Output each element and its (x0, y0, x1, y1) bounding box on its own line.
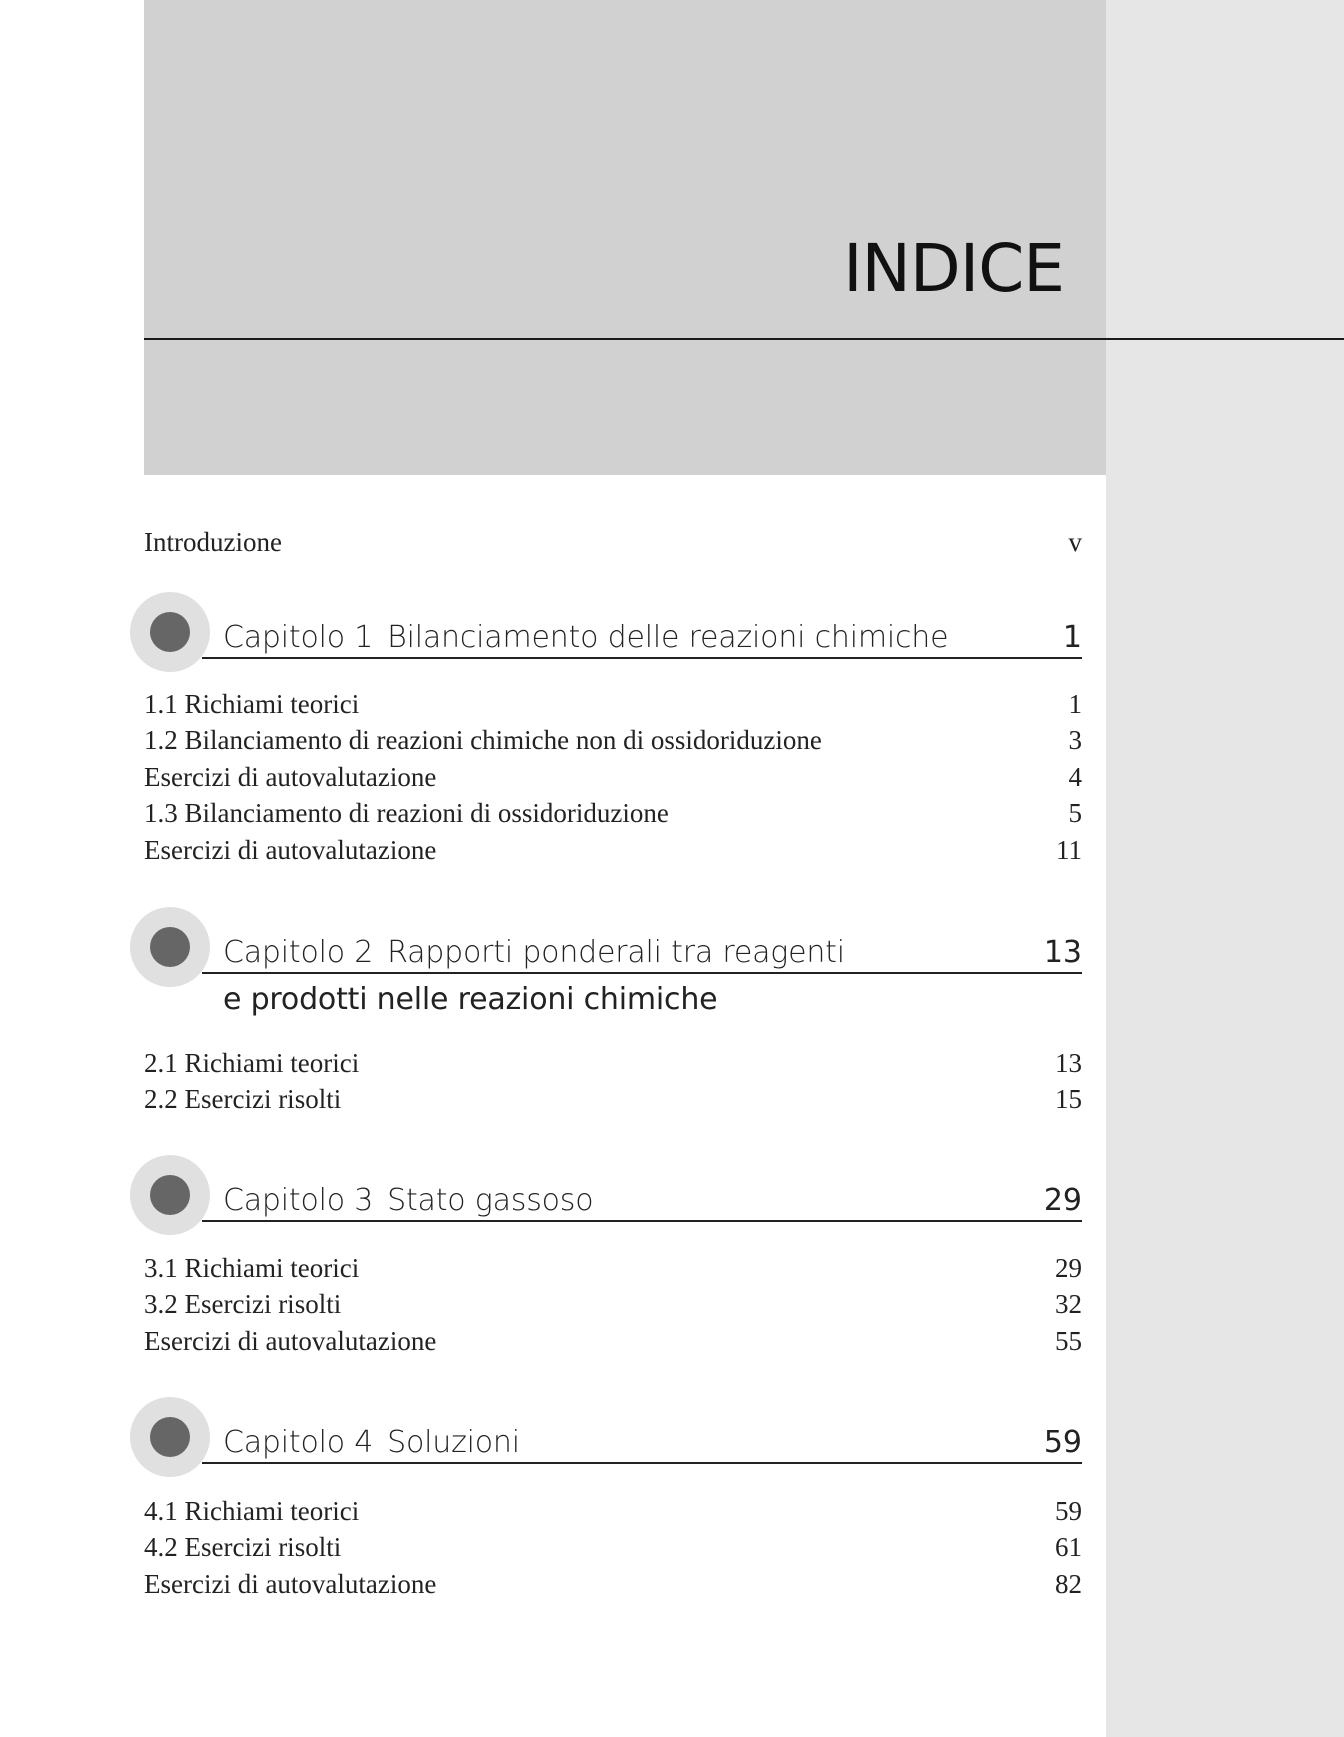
toc-entry-page: 15 (1055, 1084, 1082, 1114)
toc-entry-label: 2.1 Richiami teorici (144, 1048, 360, 1078)
toc-entry-label: Esercizi di autovalutazione (144, 835, 437, 865)
chapter-title: Capitolo 3 Stato gassoso (223, 1183, 594, 1218)
chapter-title: Capitolo 1 Bilanciamento delle reazioni chimiche (223, 620, 949, 655)
chapter-page: 13 (1043, 935, 1082, 970)
chapter-title: Capitolo 4 Soluzioni (223, 1425, 520, 1460)
chapter-rule (202, 1462, 1082, 1464)
side-band (1106, 0, 1344, 1737)
toc-entry-label: 4.2 Esercizi risolti (144, 1532, 342, 1562)
toc-entry[interactable] (144, 722, 1082, 758)
toc-entry[interactable] (144, 1529, 1082, 1565)
toc-entry-label: 4.1 Richiami teorici (144, 1496, 360, 1526)
toc-entry[interactable] (144, 1045, 1082, 1081)
chapter-bullet-icon (130, 907, 210, 987)
toc-entry-label: Esercizi di autovalutazione (144, 1326, 437, 1356)
toc-entry-page: 11 (1056, 835, 1082, 865)
chapter-rule (202, 1220, 1082, 1222)
toc-entry-page: 59 (1055, 1496, 1082, 1526)
toc-entry-label: 2.2 Esercizi risolti (144, 1084, 342, 1114)
chapter-rule (202, 972, 1082, 974)
toc-entry-page: 82 (1055, 1569, 1082, 1599)
toc-entry-label: Esercizi di autovalutazione (144, 762, 437, 792)
toc-entry[interactable] (144, 1493, 1082, 1529)
toc-entry-page: 13 (1055, 1048, 1082, 1078)
chapter-title: Capitolo 2 Rapporti ponderali tra reagenti (223, 935, 845, 970)
toc-entry-page: 1 (1068, 689, 1082, 719)
toc-entry[interactable] (144, 1250, 1082, 1286)
header-rule (144, 338, 1344, 340)
toc-entry[interactable] (144, 686, 1082, 722)
toc-entry[interactable] (144, 795, 1082, 831)
chapter-bullet-icon (130, 1397, 210, 1477)
toc-entry-page: 5 (1068, 798, 1082, 828)
toc-entry-page: 55 (1055, 1326, 1082, 1356)
toc-entry-page: 29 (1055, 1253, 1082, 1283)
toc-entry-label: Esercizi di autovalutazione (144, 1569, 437, 1599)
chapter-rule (202, 657, 1082, 659)
toc-entry-page: 3 (1068, 725, 1082, 755)
toc-entry[interactable] (144, 1566, 1082, 1602)
toc-entry-page: 61 (1055, 1532, 1082, 1562)
chapter-bullet-icon (130, 1155, 210, 1235)
toc-entry[interactable] (144, 1286, 1082, 1322)
chapter-page: 59 (1043, 1425, 1082, 1460)
toc-entry[interactable] (144, 832, 1082, 868)
page-title: INDICE (843, 230, 1064, 307)
toc-entry[interactable] (144, 759, 1082, 795)
toc-entry-page: 4 (1068, 762, 1082, 792)
toc-entry-label: 1.3 Bilanciamento di reazioni di ossidoriduzione (144, 798, 669, 828)
toc-entry-page: 32 (1055, 1289, 1082, 1319)
toc-entry-introduction[interactable] (144, 524, 1082, 560)
toc-entry-page: v (1068, 527, 1082, 557)
toc-entry-label: 3.1 Richiami teorici (144, 1253, 360, 1283)
toc-entry-label: 1.1 Richiami teorici (144, 689, 360, 719)
toc-entry[interactable] (144, 1323, 1082, 1359)
chapter-bullet-icon (130, 592, 210, 672)
toc-entry[interactable] (144, 1081, 1082, 1117)
toc-entry-label: Introduzione (144, 527, 282, 557)
chapter-page: 1 (1062, 620, 1082, 655)
chapter-subtitle: e prodotti nelle reazioni chimiche (223, 982, 718, 1017)
toc-entry-label: 1.2 Bilanciamento di reazioni chimiche non di ossidoriduzione (144, 725, 822, 755)
toc-entry-label: 3.2 Esercizi risolti (144, 1289, 342, 1319)
chapter-page: 29 (1043, 1183, 1082, 1218)
